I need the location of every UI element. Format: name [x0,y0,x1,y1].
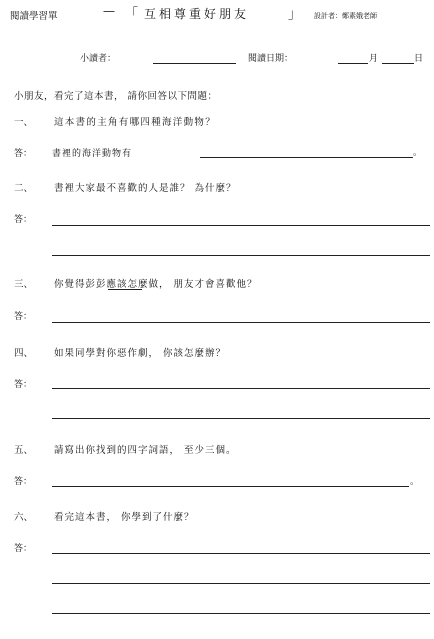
open-bracket: 「 [125,7,139,22]
question-3-text: 你覺得彭彭應該怎麼做， 朋友才會喜歡他？ [54,279,258,290]
answer-3-label: 答： [14,312,33,322]
answer-4-line-1[interactable] [52,388,430,389]
question-2-number: 二、 [14,183,34,194]
worksheet-title: 閱讀學習單 [10,11,58,22]
answer-2-label: 答： [14,215,33,225]
answer-1-line[interactable] [200,157,413,158]
answer-6-label: 答： [14,544,33,554]
question-1-number: 一、 [14,117,34,128]
reader-name-field[interactable] [153,63,236,64]
question-6-text: 看完這本書， 你學到了什麼？ [54,512,195,523]
answer-6-line-1[interactable] [52,553,430,554]
answer-2-line-2[interactable] [52,255,430,256]
question-6-number: 六、 [14,512,34,523]
answer-4-label: 答： [14,380,33,390]
intro-text: 小朋友，看完了這本書， 請你回答以下問題： [14,91,218,102]
answer-1-period: 。 [413,148,423,158]
designer-credit: 設計者：鄭素娥老師 [314,12,377,20]
question-4-number: 四、 [14,348,34,359]
answer-5-line[interactable] [52,486,409,487]
day-label: 日 [414,54,424,64]
answer-6-line-3[interactable] [52,613,430,614]
book-title: 互相尊重好朋友 [144,7,250,21]
close-bracket: 」 [288,7,302,22]
answer-2-line-1[interactable] [52,225,430,226]
answer-1-label: 答： [14,149,33,159]
question-2-text: 書裡大家最不喜歡的人是誰？ 為什麼？ [54,183,237,194]
answer-3-line[interactable] [52,322,430,323]
reader-label: 小讀者： [80,54,117,64]
name-underline [108,289,142,290]
answer-5-label: 答： [14,477,33,487]
question-4-text: 如果同學對你惡作劇， 你該怎麼辦？ [54,348,227,359]
question-1-text: 這本書的主角有哪四種海洋動物？ [54,117,217,128]
month-field[interactable] [338,63,368,64]
date-label: 閱讀日期： [248,54,294,64]
answer-5-period: 。 [410,477,420,487]
question-5-text: 請寫出你找到的四字詞語， 至少三個。 [54,445,237,456]
question-5-number: 五、 [14,445,34,456]
month-label: 月 [369,54,379,64]
question-3-number: 三、 [14,279,34,290]
answer-6-line-2[interactable] [52,583,430,584]
answer-4-line-2[interactable] [52,418,430,419]
title-dash: — [103,4,115,18]
answer-1-prefix: 書裡的海洋動物有 [52,149,133,159]
day-field[interactable] [382,63,414,64]
